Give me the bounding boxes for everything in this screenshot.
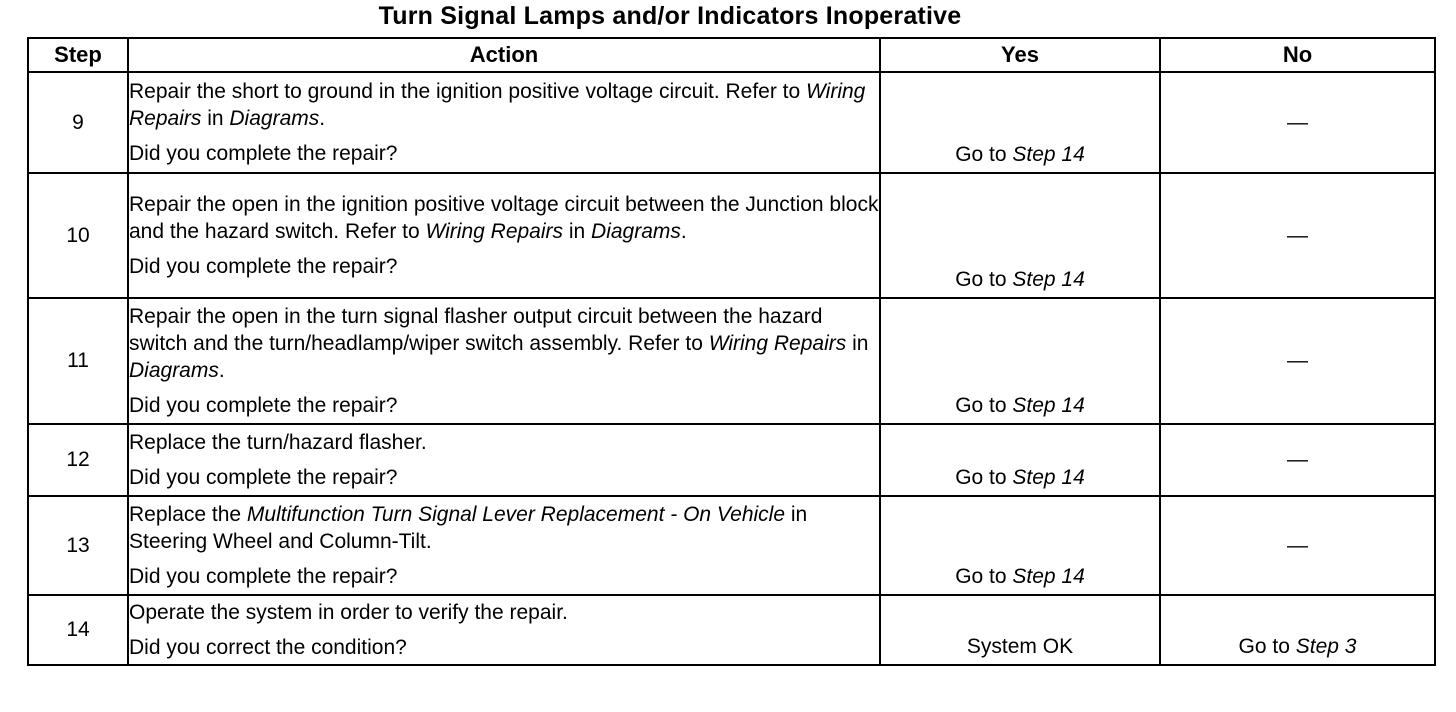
action-text — [129, 501, 879, 555]
yes-result — [881, 268, 1159, 292]
yes-prefix: Go to — [955, 565, 1013, 588]
no-prefix: Go to — [1238, 635, 1296, 658]
action-text-part: Replace the — [129, 503, 247, 526]
yes-result — [881, 466, 1159, 490]
page-title: Turn Signal Lamps and/or Indicators Inoperative — [378, 2, 962, 30]
no-dash: — — [1287, 223, 1308, 247]
reference-text: Wiring Repairs — [708, 332, 847, 355]
action-text — [129, 599, 879, 626]
table-row — [28, 173, 1435, 298]
action-text-part: . — [319, 107, 326, 130]
no-dash: — — [1287, 110, 1308, 134]
action-question: Did you complete the repair? — [129, 142, 398, 165]
action-text — [129, 303, 879, 384]
no-cell — [1160, 595, 1435, 665]
reference-text: Wiring Repairs — [129, 80, 866, 130]
yes-cell — [880, 496, 1160, 595]
no-cell — [1160, 173, 1435, 298]
no-step-link: Step 3 — [1295, 635, 1357, 658]
no-dash: — — [1287, 349, 1308, 372]
yes-result — [881, 635, 1159, 659]
yes-step-link: Step 14 — [1012, 268, 1085, 291]
no-cell — [1160, 424, 1435, 496]
action-question: Did you complete the repair? — [129, 466, 398, 489]
action-text-part: in — [563, 220, 592, 243]
yes-step-link: Step 14 — [1012, 394, 1085, 417]
reference-text: Diagrams — [129, 359, 219, 382]
action-cell — [128, 173, 880, 298]
table-row — [28, 298, 1435, 424]
header-row — [28, 38, 1435, 72]
reference-text: Wiring Repairs — [425, 220, 564, 243]
yes-result — [881, 565, 1159, 589]
yes-step-link: Step 14 — [1012, 466, 1085, 489]
table-row — [28, 424, 1435, 496]
no-dash: — — [1287, 448, 1308, 471]
action-text-part: in — [846, 332, 869, 355]
action-text — [129, 429, 879, 456]
action-question: Did you complete the repair? — [129, 394, 398, 417]
step-number: 14 — [28, 595, 128, 665]
action-question: Did you complete the repair? — [129, 565, 398, 588]
action-text-part: in Steering Wheel and Column-Tilt. — [129, 503, 808, 553]
yes-step-link: Step 14 — [1012, 143, 1085, 166]
yes-result — [881, 394, 1159, 418]
action-text — [129, 78, 879, 132]
action-text-part: Repair the short to ground in the ignition positive voltage circuit. Refer to — [129, 80, 807, 103]
yes-prefix: System OK — [966, 635, 1074, 658]
action-text-part: Repair the open in the turn signal flasher output circuit between the hazard switch and the turn/headlamp/wiper switch assembly. Refer to — [129, 305, 823, 355]
yes-step-link: Step 14 — [1012, 565, 1085, 588]
no-cell — [1160, 72, 1435, 173]
step-number: 12 — [28, 424, 128, 496]
yes-prefix: Go to — [955, 143, 1013, 166]
action-text-part: Replace the turn/hazard flasher. — [129, 431, 427, 454]
yes-prefix: Go to — [955, 466, 1013, 489]
action-text-part: Repair the open in the ignition positive voltage circuit between the Junction block and the hazard switch. Refer to — [129, 193, 879, 243]
action-text-part: Operate the system in order to verify the repair. — [129, 601, 568, 624]
header-no: No — [1160, 38, 1435, 72]
no-result — [1161, 635, 1434, 659]
action-cell — [128, 72, 880, 173]
action-text — [129, 191, 879, 245]
reference-text: Multifunction Turn Signal Lever Replacement - On Vehicle — [246, 503, 786, 526]
step-number: 9 — [28, 72, 128, 173]
yes-cell — [880, 298, 1160, 424]
yes-cell — [880, 72, 1160, 173]
no-cell — [1160, 496, 1435, 595]
action-question: Did you complete the repair? — [129, 255, 398, 278]
diagnostic-table — [27, 37, 1436, 666]
yes-cell — [880, 595, 1160, 665]
reference-text: Diagrams — [591, 220, 681, 243]
header-step: Step — [28, 38, 128, 72]
yes-cell — [880, 173, 1160, 298]
step-number: 13 — [28, 496, 128, 595]
table-row — [28, 496, 1435, 595]
table-row — [28, 595, 1435, 665]
action-question: Did you correct the condition? — [129, 636, 407, 659]
step-number: 11 — [28, 298, 128, 424]
yes-result — [881, 143, 1159, 167]
action-cell — [128, 496, 880, 595]
no-cell — [1160, 298, 1435, 424]
action-cell — [128, 424, 880, 496]
action-cell — [128, 595, 880, 665]
yes-cell — [880, 424, 1160, 496]
step-number: 10 — [28, 173, 128, 298]
action-text-part: . — [218, 359, 225, 382]
table-row — [28, 72, 1435, 173]
header-action: Action — [128, 38, 880, 72]
header-yes: Yes — [880, 38, 1160, 72]
action-text-part: in — [201, 107, 230, 130]
yes-prefix: Go to — [955, 268, 1013, 291]
yes-prefix: Go to — [955, 394, 1013, 417]
no-dash: — — [1287, 533, 1308, 557]
action-text-part: . — [680, 220, 687, 243]
reference-text: Diagrams — [229, 107, 320, 130]
action-cell — [128, 298, 880, 424]
